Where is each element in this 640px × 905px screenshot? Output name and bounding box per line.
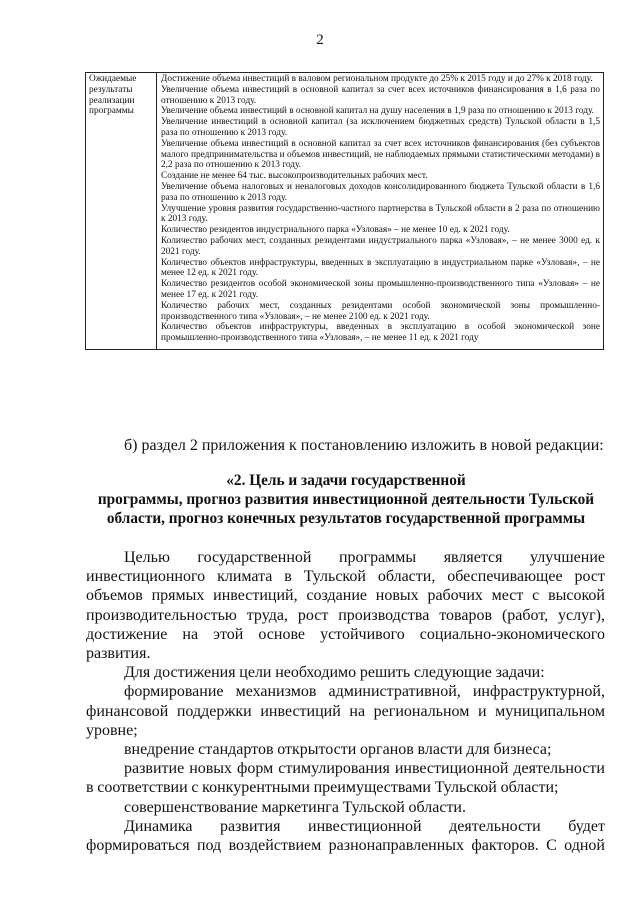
amendment-instruction: б) раздел 2 приложения к постановлению изложить в новой редакции: xyxy=(124,437,604,454)
table-content-cell xyxy=(157,73,604,350)
table-item: Количество объектов инфраструктуры, введенных в эксплуатацию в особой экономической зоне промышленно-производственного типа «Узловая», – не менее 11 ед. к 2021 году xyxy=(161,322,600,344)
table-row xyxy=(86,73,604,350)
section-title-line-3: области, прогноз конечных результатов государственной программы xyxy=(106,510,586,527)
section-body xyxy=(86,548,605,855)
section-title-line-2: программы, прогноз развития инвестиционной деятельности Тульской xyxy=(97,491,595,508)
table-item: Количество рабочих мест, созданных резидентами особой экономической зоны промышленно-производственного типа «Узловая», – не менее 2100 ед. к 2021 году. xyxy=(161,300,600,322)
paragraph-tasks-intro: Для достижения цели необходимо решить следующие задачи: xyxy=(124,664,545,682)
paragraph-dynamics: Динамика развития инвестиционной деятельности будет формироваться под воздействием разнонаправленных факторов. С одной xyxy=(86,817,605,855)
table-item: Увеличение объема инвестиций в основной капитал на душу населения в 1,9 раза по отношению к 2013 году. xyxy=(161,106,594,117)
table-item: Количество резидентов индустриального парка «Узловая» – не менее 10 ед. к 2021 году. xyxy=(161,225,510,236)
table-item: Количество рабочих мест, созданных резидентами индустриального парка «Узловая», – не менее 3000 ед. к 2021 году. xyxy=(161,235,600,257)
paragraph-goal: Целью государственной программы является улучшение инвестиционного климата в Тульской области, обеспечивающее рост объемов прямых инвестиций, создание новых рабочих мест с высокой производительностью труда, рост производства товаров (работ, услуг), достижение на этой основе устойчивого социально-экономического развития. xyxy=(86,549,605,663)
section-title xyxy=(86,471,606,528)
paragraph-task: формирование механизмов административной, инфраструктурной, финансовой поддержки инвестиций на региональном и муниципальном уровне; xyxy=(86,683,605,739)
table-item: Достижение объема инвестиций в валовом региональном продукте до 25% к 2015 году и до 27% к 2018 году. xyxy=(161,74,593,84)
table-item: Количество резидентов особой экономической зоны промышленно-производственного типа «Узловая» – не менее 17 ед. к 2021 году. xyxy=(161,279,600,300)
table-item: Улучшение уровня развития государственно-частного партнерства в Тульской области в 2 раза по отношению к 2013 году. xyxy=(161,203,600,225)
table-label-cell: Ожидаемые результаты реализации программы xyxy=(86,73,157,350)
table-item: Количество объектов инфраструктуры, введенных в эксплуатацию в индустриальном парке «Узловая», – не менее 12 ед. к 2021 году. xyxy=(161,257,600,279)
table-item: Увеличение объема инвестиций в основной капитал за счет всех источников финансирования (без субъектов малого предпринимательства и объемов инвестиций, не наблюдаемых прямыми статистическими методами) в 2,2 раза по отношению к 2013 году. xyxy=(161,138,600,171)
paragraph-task: развитие новых форм стимулирования инвестиционной деятельности в соответствии с конкурентными преимуществами Тульской области; xyxy=(86,760,605,797)
table-item: Создание не менее 64 тыс. высокопроизводительных рабочих мест. xyxy=(161,171,428,182)
table-item: Увеличение объема налоговых и неналоговых доходов консолидированного бюджета Тульской области в 1,6 раза по отношению к 2013 году. xyxy=(161,181,600,203)
table-item: Увеличение инвестиций в основной капитал (за исключением бюджетных средств) Тульской области в 1,5 раза по отношению к 2013 году. xyxy=(161,117,600,138)
paragraph-task: внедрение стандартов открытости органов власти для бизнеса; xyxy=(124,741,552,759)
expected-results-table xyxy=(85,72,604,350)
section-title-line-1: «2. Цель и задачи государственной xyxy=(226,472,466,489)
table-item: Увеличение объема инвестиций в основной капитал за счет всех источников финансирования в 1,6 раза по отношению к 2013 году. xyxy=(161,84,600,106)
page-number: 2 xyxy=(316,32,324,48)
paragraph-task: совершенствование маркетинга Тульской области. xyxy=(124,798,466,816)
